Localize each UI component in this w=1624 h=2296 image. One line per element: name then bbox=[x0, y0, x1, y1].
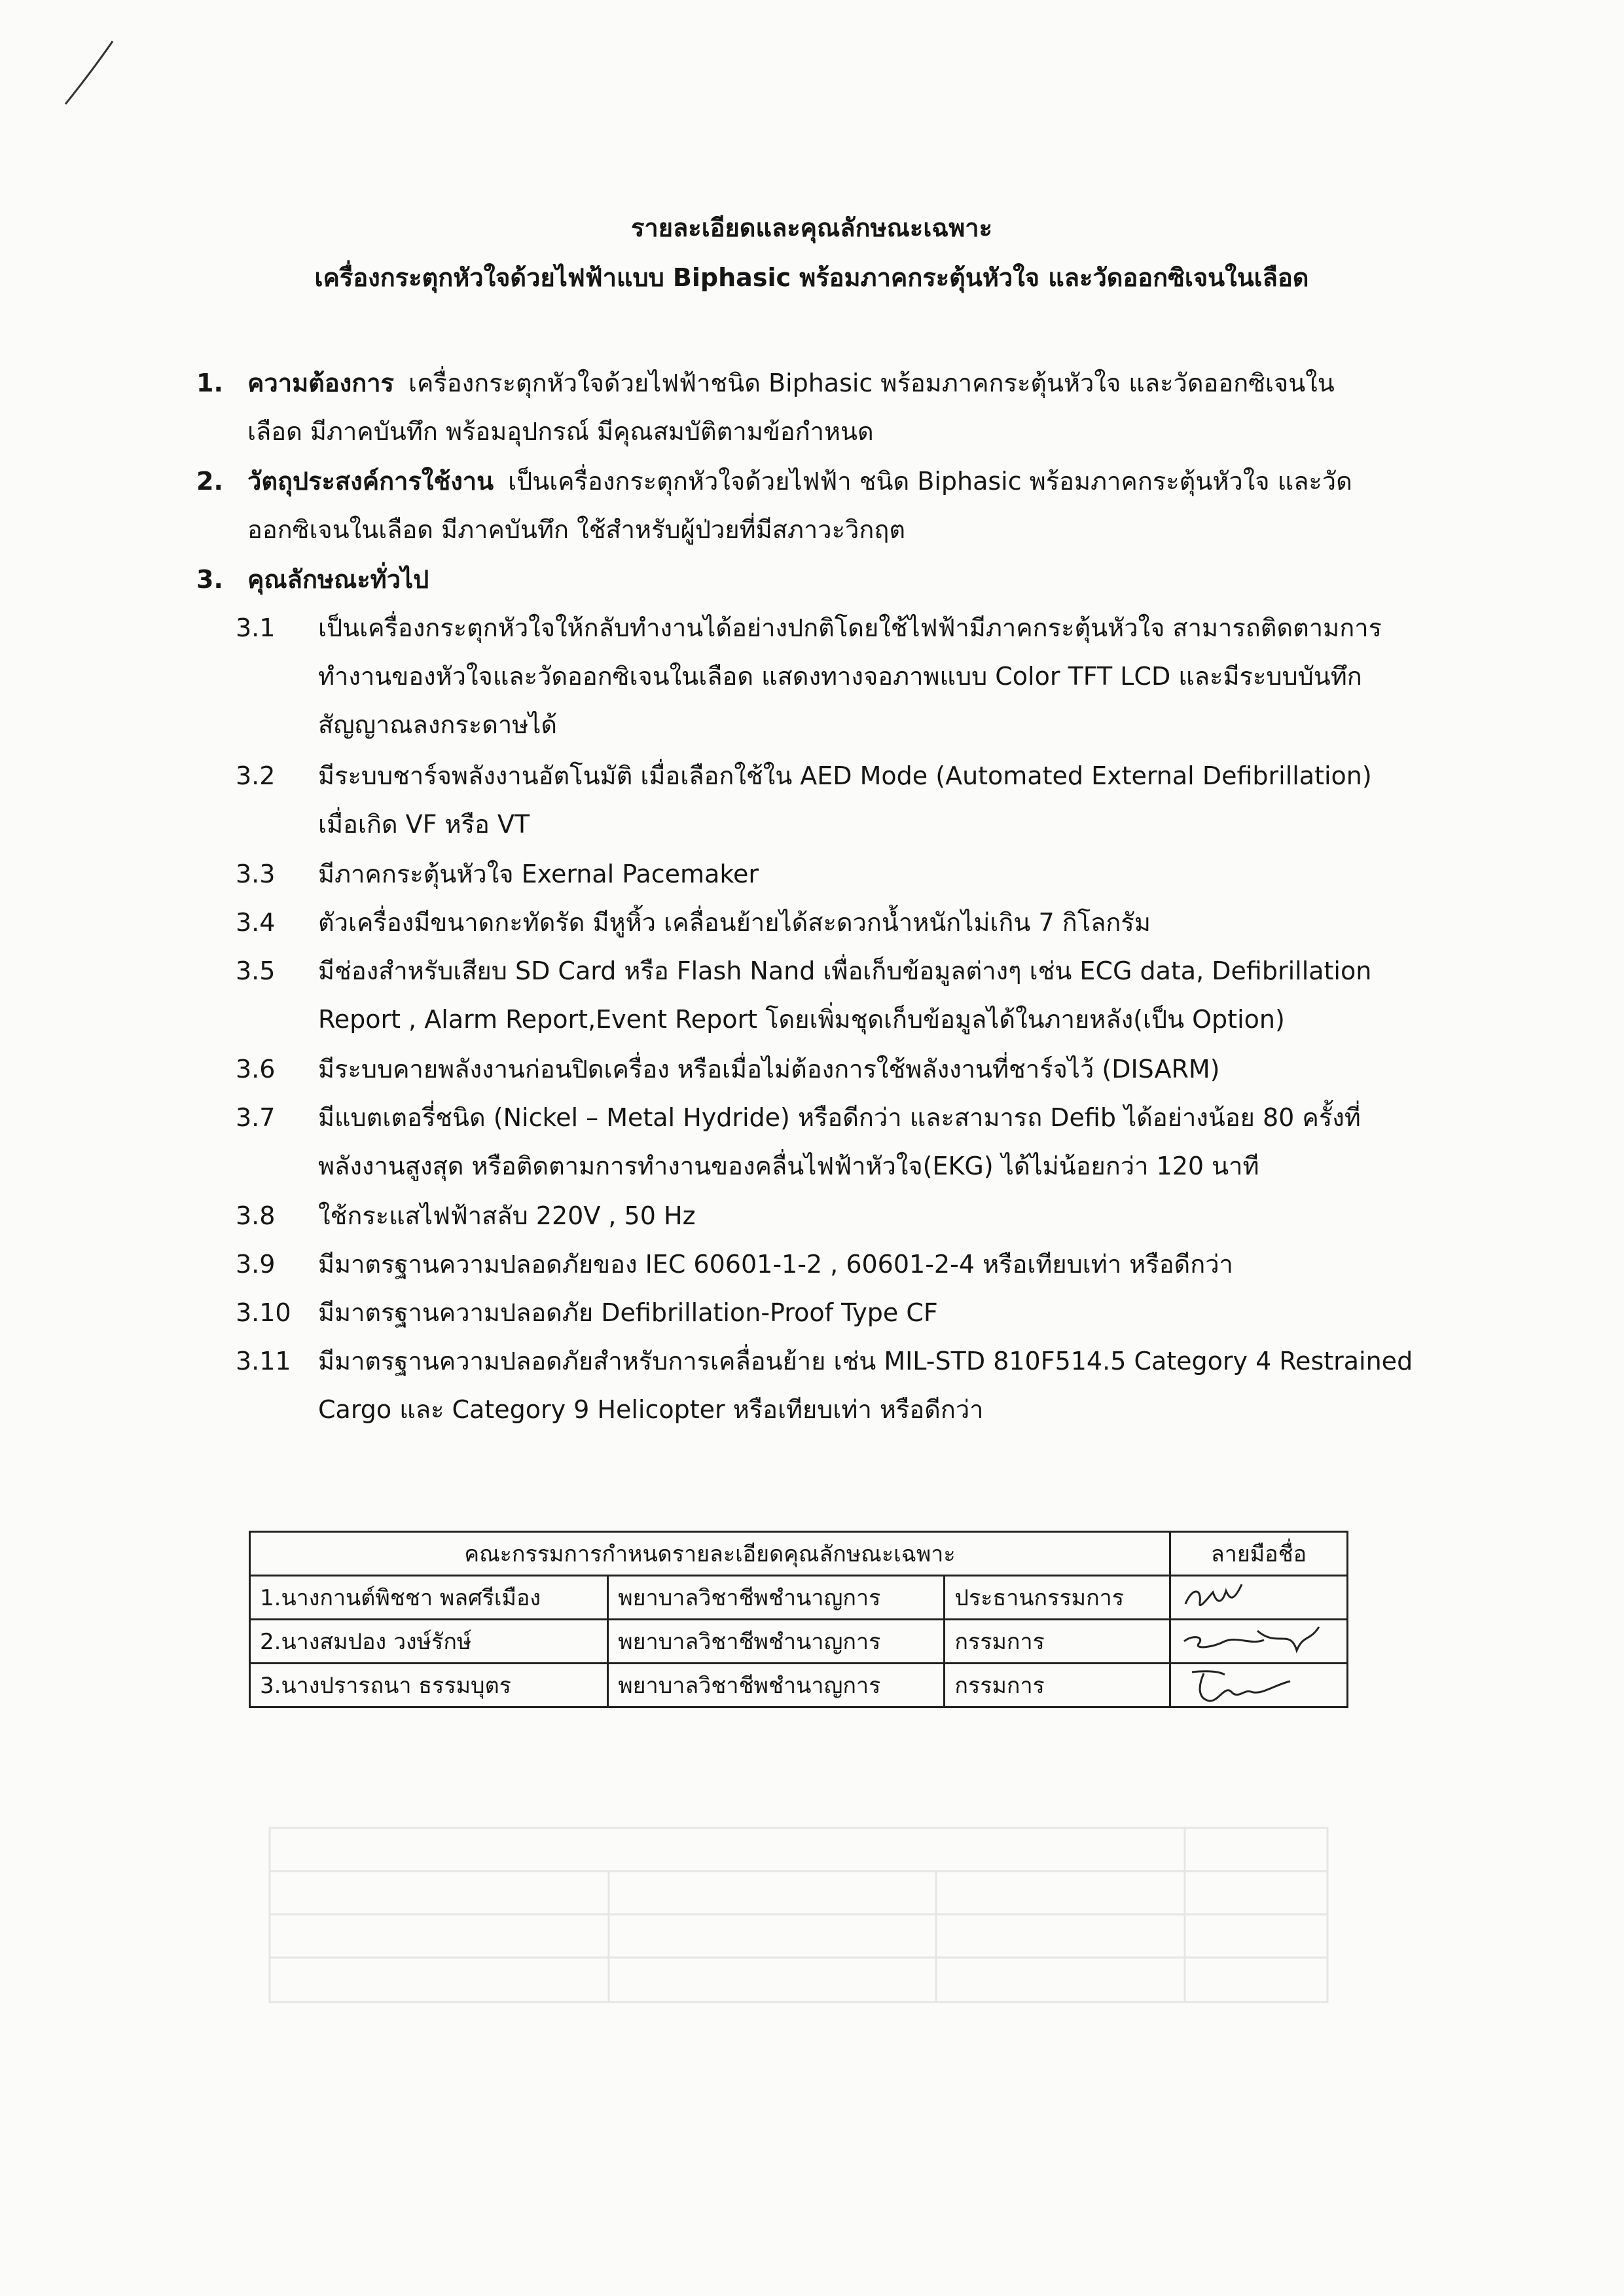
spec-item-number: 3.3 bbox=[236, 860, 276, 888]
table-header-row bbox=[250, 1532, 1348, 1576]
spec-item-number: 3.11 bbox=[236, 1347, 291, 1376]
section-text: ออกซิเจนในเลือด มีภาคบันทึก ใช้สำหรับผู้ป่วยที่มีสภาวะวิกฤต bbox=[247, 515, 906, 544]
spec-item-line: มีช่องสำหรับเสียบ SD Card หรือ Flash Nand เพื่อเก็บข้อมูลต่างๆ เช่น ECG data, Defibrillation bbox=[318, 957, 1372, 985]
member-name: 2.นางสมปอง วงษ์รักษ์ bbox=[250, 1620, 608, 1664]
section-number: 3. bbox=[196, 565, 223, 594]
signature-icon bbox=[1179, 1578, 1264, 1617]
member-name: 3.นางปรารถนา ธรรมบุตร bbox=[250, 1664, 608, 1707]
member-position: พยาบาลวิชาชีพชำนาญการ bbox=[608, 1664, 945, 1707]
spec-item-line: พลังงานสูงสุด หรือติดตามการทำงานของคลื่นไฟฟ้าหัวใจ(EKG) ได้ไม่น้อยกว่า 120 นาที bbox=[318, 1152, 1259, 1180]
spec-item-line: มีมาตรฐานความปลอดภัยสำหรับการเคลื่อนย้าย เช่น MIL-STD 810F514.5 Category 4 Restrained bbox=[318, 1347, 1413, 1376]
signature-header: ลายมือชื่อ bbox=[1170, 1532, 1348, 1576]
table-row bbox=[250, 1620, 1348, 1664]
spec-item-number: 3.10 bbox=[236, 1298, 291, 1327]
spec-item-number: 3.7 bbox=[236, 1103, 276, 1132]
member-position: พยาบาลวิชาชีพชำนาญการ bbox=[608, 1576, 945, 1620]
spec-item-number: 3.9 bbox=[236, 1250, 276, 1279]
signature-cell bbox=[1170, 1664, 1348, 1707]
section-number: 2. bbox=[196, 467, 223, 496]
document-title: รายละเอียดและคุณลักษณะเฉพาะ bbox=[630, 213, 992, 242]
spec-item-line: มีระบบคายพลังงานก่อนปิดเครื่อง หรือเมื่อไม่ต้องการใช้พลังงานที่ชาร์จไว้ (DISARM) bbox=[318, 1055, 1220, 1084]
spec-item-line: ตัวเครื่องมีขนาดกะทัดรัด มีหูหิ้ว เคลื่อนย้ายได้สะดวกน้ำหนักไม่เกิน 7 กิโลกรัม bbox=[318, 908, 1151, 937]
spec-item-number: 3.1 bbox=[236, 613, 276, 642]
spec-item-number: 3.5 bbox=[236, 957, 276, 985]
signature-icon bbox=[1179, 1666, 1310, 1706]
signature-cell bbox=[1170, 1620, 1348, 1664]
section-text: เครื่องกระตุกหัวใจด้วยไฟฟ้าชนิด Biphasic พร้อมภาคกระตุ้นหัวใจ และวัดออกซิเจนใน bbox=[408, 369, 1335, 397]
spec-item-number: 3.8 bbox=[236, 1201, 276, 1230]
section-number: 1. bbox=[196, 369, 223, 397]
section-text: เลือด มีภาคบันทึก พร้อมอุปกรณ์ มีคุณสมบัติตามข้อกำหนด bbox=[247, 417, 874, 446]
spec-item-line: มีระบบชาร์จพลังงานอัตโนมัติ เมื่อเลือกใช้ใน AED Mode (Automated External Defibrillation) bbox=[318, 761, 1372, 790]
section-label: คุณลักษณะทั่วไป bbox=[247, 565, 429, 594]
spec-item-line: Report , Alarm Report,Event Report โดยเพิ่มชุดเก็บข้อมูลได้ในภายหลัง(เป็น Option) bbox=[318, 1005, 1285, 1034]
spec-item-line: ทำงานของหัวใจและวัดออกซิเจนในเลือด แสดงทางจอภาพแบบ Color TFT LCD และมีระบบบันทึก bbox=[318, 662, 1362, 691]
signature-cell bbox=[1170, 1576, 1348, 1620]
committee-table bbox=[249, 1531, 1348, 1708]
spec-item-number: 3.4 bbox=[236, 908, 276, 937]
spec-item-line: มีภาคกระตุ้นหัวใจ Exernal Pacemaker bbox=[318, 860, 759, 888]
spec-item-line: มีมาตรฐานความปลอดภัยของ IEC 60601-1-2 , 60601-2-4 หรือเทียบเท่า หรือดีกว่า bbox=[318, 1250, 1233, 1279]
reverse-side-show-through bbox=[268, 1827, 1329, 2003]
section-label: ความต้องการ bbox=[247, 369, 394, 397]
spec-item-line: ใช้กระแสไฟฟ้าสลับ 220V , 50 Hz bbox=[318, 1201, 696, 1230]
table-row bbox=[250, 1576, 1348, 1620]
faint-table-icon bbox=[268, 1827, 1329, 2003]
section-text: เป็นเครื่องกระตุกหัวใจด้วยไฟฟ้า ชนิด Biphasic พร้อมภาคกระตุ้นหัวใจ และวัด bbox=[508, 467, 1352, 496]
member-role: กรรมการ bbox=[945, 1620, 1170, 1664]
member-role: ประธานกรรมการ bbox=[945, 1576, 1170, 1620]
pen-mark-icon bbox=[59, 36, 118, 108]
committee-header: คณะกรรมการกำหนดรายละเอียดคุณลักษณะเฉพาะ bbox=[250, 1532, 1170, 1576]
spec-item-line: เป็นเครื่องกระตุกหัวใจให้กลับทำงานได้อย่างปกติโดยใช้ไฟฟ้ามีภาคกระตุ้นหัวใจ สามารถติดตามการ bbox=[318, 613, 1382, 642]
section-label: วัตถุประสงค์การใช้งาน bbox=[247, 467, 494, 496]
table-row bbox=[250, 1664, 1348, 1707]
spec-item-number: 3.2 bbox=[236, 761, 276, 790]
spec-item-line: มีแบตเตอรี่ชนิด (Nickel – Metal Hydride) หรือดีกว่า และสามารถ Defib ได้อย่างน้อย 80 ครั้งที่ bbox=[318, 1103, 1361, 1132]
signature-icon bbox=[1179, 1622, 1323, 1662]
member-position: พยาบาลวิชาชีพชำนาญการ bbox=[608, 1620, 945, 1664]
spec-item-line: สัญญาณลงกระดาษได้ bbox=[318, 710, 558, 739]
spec-item-number: 3.6 bbox=[236, 1055, 276, 1084]
document-subtitle: เครื่องกระตุกหัวใจด้วยไฟฟ้าแบบ Biphasic พร้อมภาคกระตุ้นหัวใจ และวัดออกซิเจนในเลือด bbox=[314, 263, 1309, 292]
spec-item-line: เมื่อเกิด VF หรือ VT bbox=[318, 810, 530, 839]
member-name: 1.นางกานต์พิชชา พลศรีเมือง bbox=[250, 1576, 608, 1620]
member-role: กรรมการ bbox=[945, 1664, 1170, 1707]
spec-item-line: Cargo และ Category 9 Helicopter หรือเทียบเท่า หรือดีกว่า bbox=[318, 1395, 984, 1424]
spec-item-line: มีมาตรฐานความปลอดภัย Defibrillation-Proof Type CF bbox=[318, 1298, 938, 1327]
